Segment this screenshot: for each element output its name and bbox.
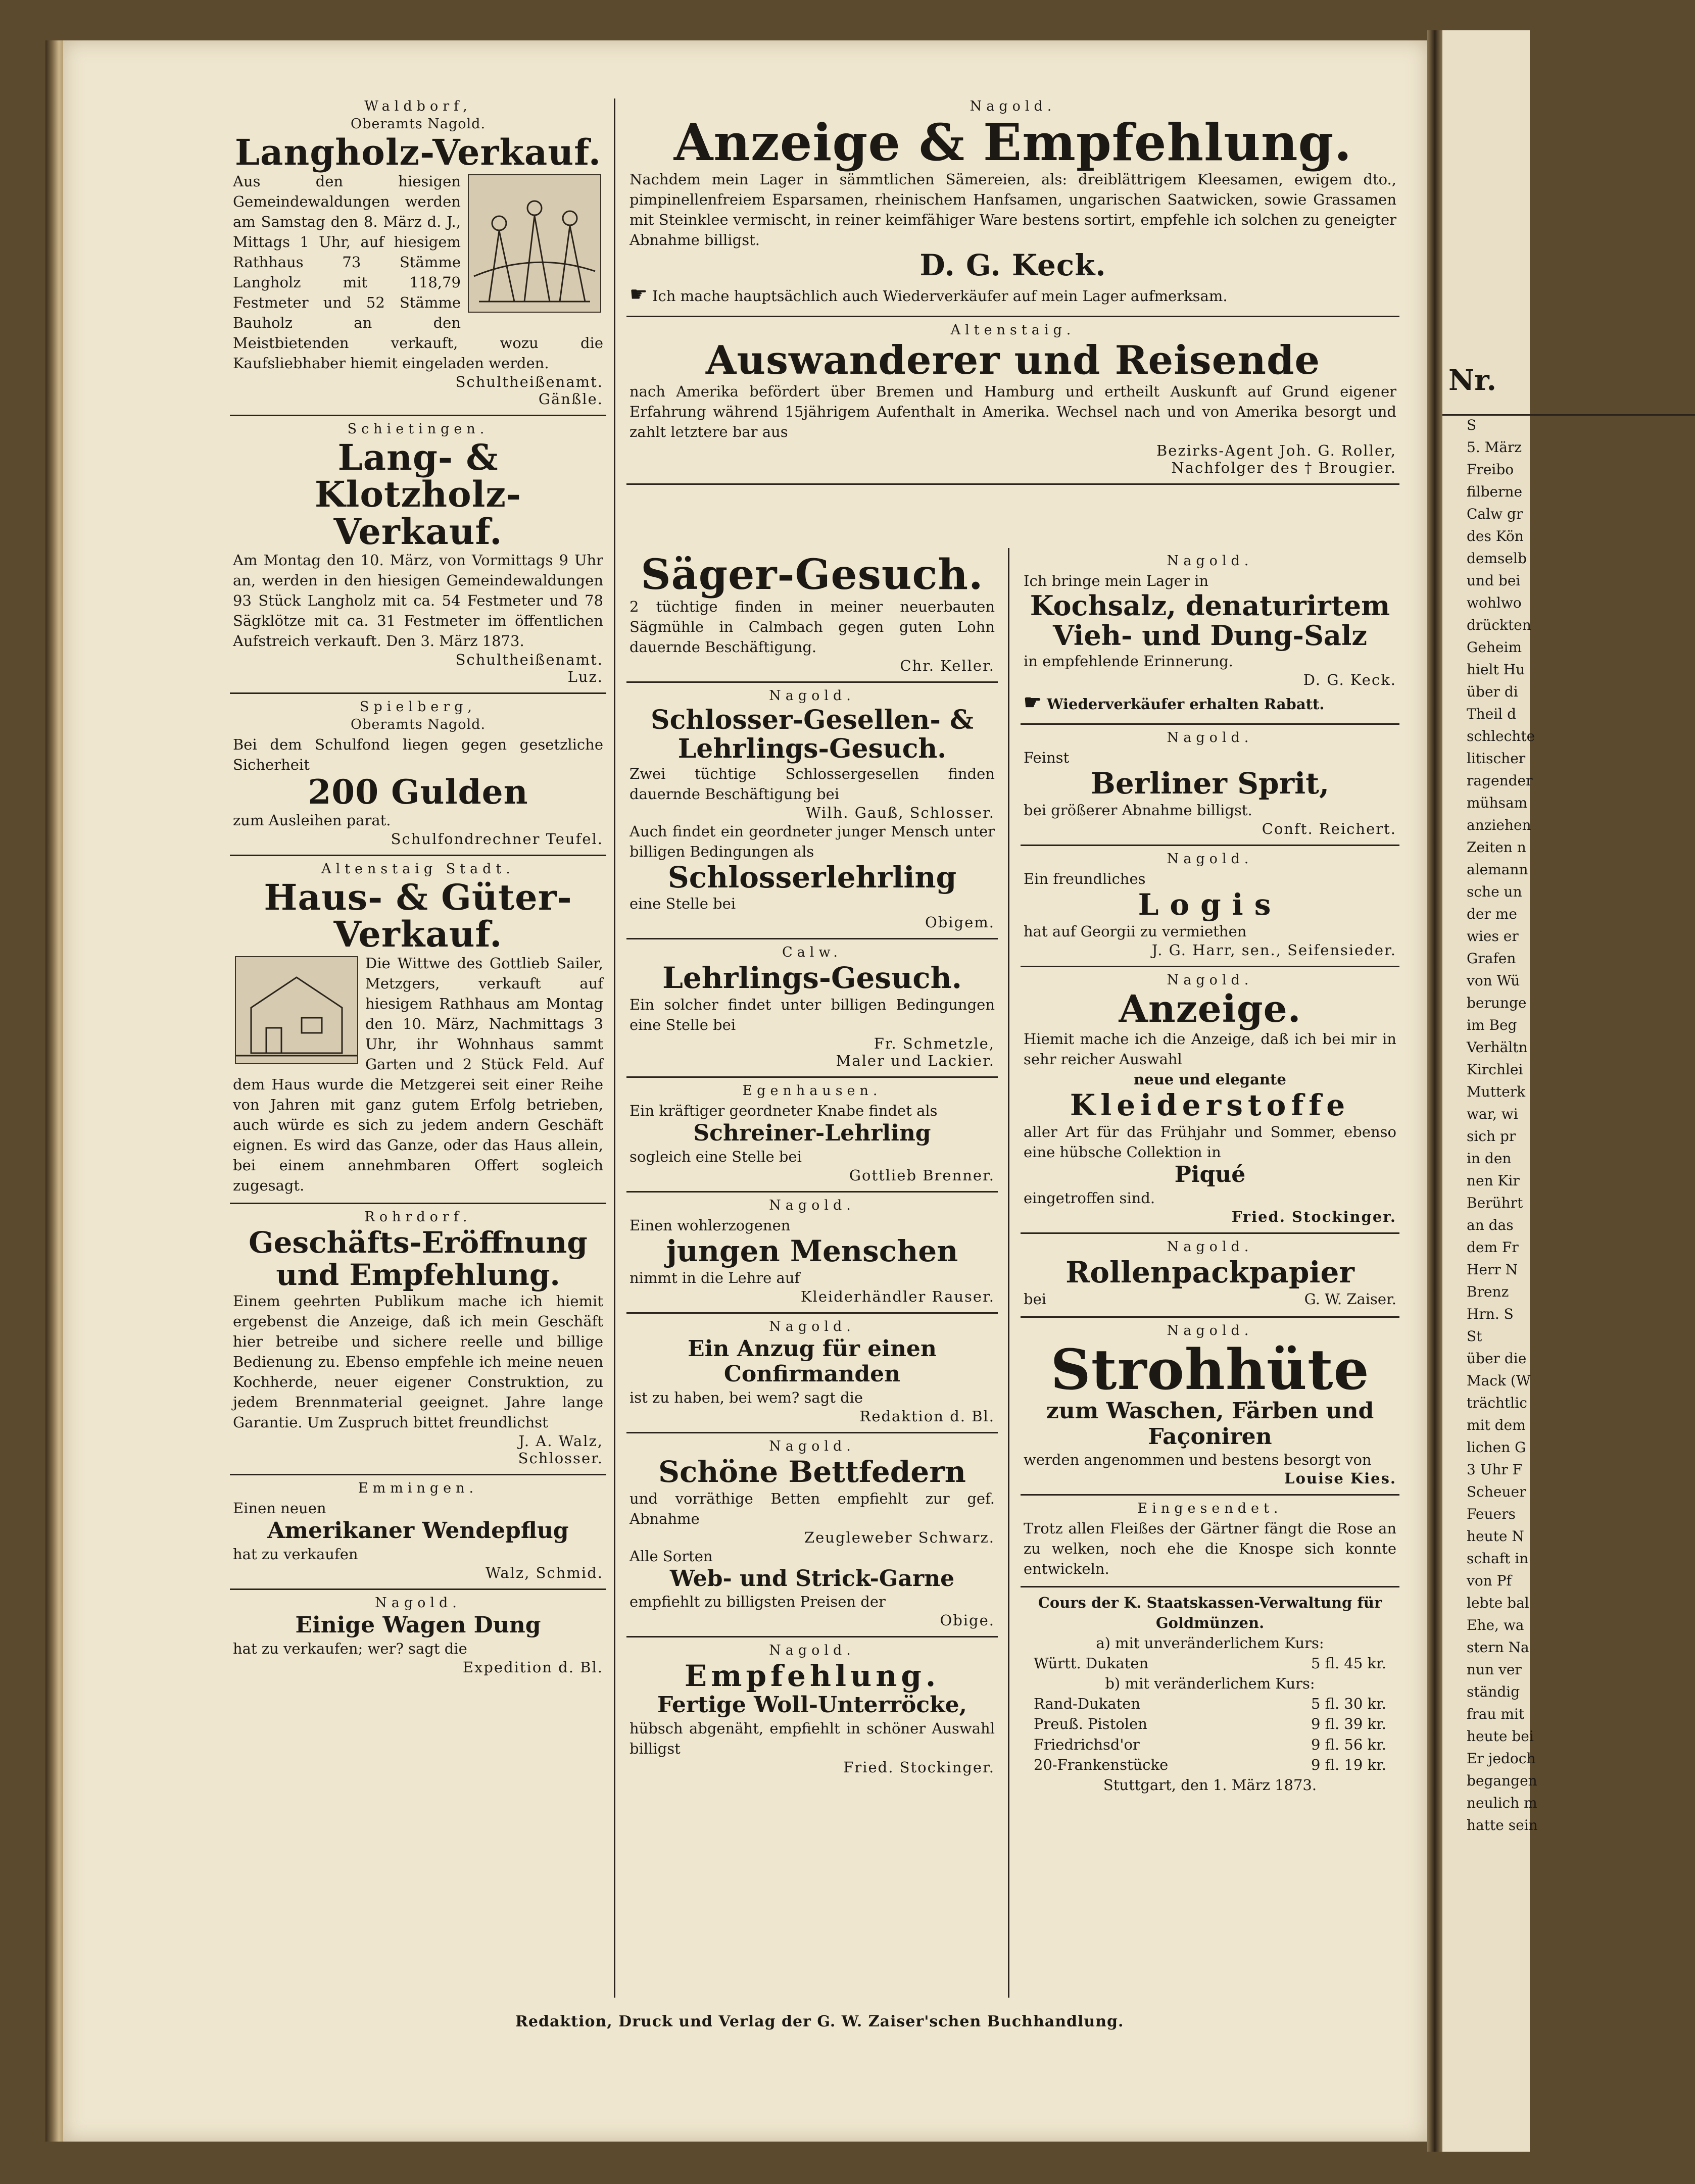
ad-note: Wiederverkäufer erhalten Rabatt. bbox=[1046, 695, 1325, 713]
rate-coin-name: Rand-Dukaten bbox=[1034, 1695, 1141, 1713]
ad-signature: Fr. Schmetzle, bbox=[874, 1035, 995, 1053]
next-page-text bbox=[1467, 414, 1538, 1836]
ad-body-2: eine Stelle bei bbox=[629, 895, 736, 913]
next-page-line: schaft in bbox=[1467, 1550, 1529, 1567]
ad-location: Nagold. bbox=[769, 1438, 855, 1454]
ad-signature-name: Gänßle. bbox=[538, 390, 603, 408]
ad-signature-name: Schlosser. bbox=[518, 1450, 603, 1467]
ad-signature: Bezirks-Agent Joh. G. Roller, bbox=[1156, 442, 1396, 460]
top-span bbox=[626, 93, 1399, 558]
next-page-line: litischer bbox=[1467, 750, 1526, 767]
next-page-line: ragender bbox=[1467, 772, 1533, 789]
next-page-line: hatte sein bbox=[1467, 1817, 1538, 1833]
ad-signature-2: Obige. bbox=[940, 1612, 995, 1629]
ad-title: Langholz-Verkauf. bbox=[234, 131, 602, 173]
ad-title: 200 Gulden bbox=[308, 772, 528, 812]
book-page-edges bbox=[45, 40, 66, 2142]
ad-title: Rollenpackpapier bbox=[1066, 1255, 1354, 1289]
ad-signature: Schultheißenamt. bbox=[455, 373, 603, 390]
next-page-line: St bbox=[1467, 1328, 1482, 1345]
ad-signature: Louise Kies. bbox=[1284, 1470, 1396, 1487]
ad-geschaefts-eroeffnung bbox=[230, 1204, 606, 1476]
next-page-line: trächtlic bbox=[1467, 1395, 1527, 1411]
ad-signature-name: Maler und Lackier. bbox=[836, 1052, 995, 1070]
ad-body: bei bbox=[1024, 1290, 1047, 1308]
next-page-line: wies er bbox=[1467, 928, 1519, 945]
rate-value: 5 fl. 30 kr. bbox=[1311, 1695, 1386, 1713]
next-page-line: mit dem bbox=[1467, 1417, 1526, 1433]
rates-title: Cours der K. Staatskassen-Verwaltung für Goldmünzen. bbox=[1038, 1594, 1382, 1632]
rates-variable-heading: b) mit veränderlichem Kurs: bbox=[1105, 1675, 1315, 1693]
next-page-line: Berührt bbox=[1467, 1195, 1523, 1211]
next-page-line: Mutterk bbox=[1467, 1083, 1526, 1100]
rate-row bbox=[1024, 1653, 1396, 1673]
ad-location: Nagold. bbox=[1167, 1322, 1253, 1338]
woodcut-house-image bbox=[235, 956, 358, 1064]
next-page-line: der me bbox=[1467, 906, 1517, 922]
ad-title: Empfehlung. bbox=[684, 1659, 940, 1694]
ad-location: Schietingen. bbox=[347, 421, 489, 437]
ad-woll-unterroecke bbox=[626, 1637, 998, 1782]
ad-eingesendet bbox=[1021, 1496, 1399, 1587]
next-page-line: hielt Hu bbox=[1467, 661, 1525, 678]
ad-title: Ein Anzug für einen Confirmanden bbox=[688, 1335, 937, 1387]
ad-haus-gueter-verkauf bbox=[230, 856, 606, 1204]
ad-body-2: aller Art für das Frühjahr und Sommer, ebenso eine hübsche Collektion in bbox=[1024, 1123, 1396, 1161]
ad-note: Ich mache hauptsächlich auch Wiederverkäufer auf mein Lager aufmerksam. bbox=[652, 287, 1228, 305]
rate-value: 5 fl. 45 kr. bbox=[1311, 1655, 1386, 1672]
ad-location: Nagold. bbox=[769, 688, 855, 704]
next-page-line: Hrn. S bbox=[1467, 1306, 1514, 1322]
next-page-line: heute bei bbox=[1467, 1728, 1534, 1745]
column-right bbox=[1021, 548, 1399, 2003]
ad-title: Einige Wagen Dung bbox=[295, 1612, 541, 1639]
ad-body: nimmt in die Lehre auf bbox=[629, 1269, 800, 1286]
ad-note-row bbox=[629, 281, 1396, 309]
ad-location: Nagold. bbox=[769, 1197, 855, 1213]
pointing-hand-icon: ☛ bbox=[629, 282, 648, 306]
ad-body: Ein solcher findet unter billigen Bedingungen eine Stelle bei bbox=[629, 996, 995, 1034]
ad-title: Anzeige & Empfehlung. bbox=[673, 113, 1352, 172]
ad-intro: Ein kräftiger geordneter Knabe findet als bbox=[629, 1102, 938, 1120]
ad-body: werden angenommen und bestens besorgt von bbox=[1024, 1451, 1372, 1469]
rate-coin-name: Württ. Dukaten bbox=[1034, 1655, 1149, 1672]
ad-body-3: eingetroffen sind. bbox=[1024, 1189, 1155, 1207]
ad-schreiner-lehrling bbox=[626, 1078, 998, 1193]
column-rule bbox=[1008, 548, 1009, 1998]
next-page-line: lichen G bbox=[1467, 1439, 1526, 1456]
rate-value: 9 fl. 19 kr. bbox=[1311, 1756, 1386, 1773]
rate-row bbox=[1024, 1734, 1396, 1755]
ad-body-row bbox=[1024, 1289, 1396, 1309]
ad-signature-name: Nachfolger des † Brougier. bbox=[1171, 459, 1396, 477]
ad-location: Nagold. bbox=[375, 1595, 461, 1611]
ad-title: Anzeige. bbox=[1119, 987, 1301, 1031]
ad-jungen-menschen bbox=[626, 1193, 998, 1314]
next-page-line: frau mit bbox=[1467, 1706, 1525, 1722]
ad-intro: Ich bringe mein Lager in bbox=[1024, 572, 1209, 589]
ad-body: und vorräthige Betten empfiehlt zur gef. Abnahme bbox=[629, 1490, 995, 1527]
ad-body: hat zu verkaufen bbox=[233, 1546, 358, 1563]
ad-intro: Auch findet ein geordneter junger Mensch unter billigen Bedingungen als bbox=[629, 822, 995, 860]
ad-title: Kochsalz, denaturirtem Vieh- und Dung-Salz bbox=[1030, 589, 1390, 652]
ad-bettfedern bbox=[626, 1433, 998, 1637]
next-page-line: alemann bbox=[1467, 861, 1528, 878]
next-page-line: begangen bbox=[1467, 1772, 1537, 1789]
ad-langholz-verkauf bbox=[230, 93, 606, 416]
ad-signature: Expedition d. Bl. bbox=[462, 1658, 603, 1676]
ad-subtitle: neue und elegante bbox=[1134, 1071, 1286, 1088]
ad-title-3: Piqué bbox=[1174, 1162, 1246, 1188]
ad-body: Einem geehrten Publikum mache ich hiemit ergebenst die Anzeige, daß ich mein Geschäft hier betreibe und sichere reelle und billige Bedienung zu. Ebenso empfehle ich meine neuen Kochherde, neuer eigener Construktion, zu jedem Brennmaterial geeignet. Jahre lange Garantie. Um Zuspruch bittet freundlichst bbox=[233, 1293, 603, 1431]
ad-note-row bbox=[1024, 688, 1396, 716]
ad-body: Aus den hiesigen Gemeindewaldungen werden am Samstag den 8. März d. J., Mittags 1 Uhr, auf hiesigem Rathhaus 73 Stämme Langholz mit 118,79 Festmeter und 52 Stämme Bauholz an den Meistbietenden verkauft, wozu die Kaufsliebhaber hiemit eingeladen werden. bbox=[233, 172, 603, 372]
ad-location: Nagold. bbox=[1167, 1238, 1253, 1255]
ad-title: Amerikaner Wendepflug bbox=[267, 1518, 569, 1544]
ad-signature: Kleiderhändler Rauser. bbox=[800, 1287, 995, 1305]
ad-title-2: zum Waschen, Färben und Façoniren bbox=[1046, 1398, 1374, 1450]
ad-title: Haus- & Güter-Verkauf. bbox=[264, 876, 572, 956]
next-page-line: über die bbox=[1467, 1350, 1527, 1367]
ad-location: Altenstaig Stadt. bbox=[321, 861, 515, 877]
ad-title-2: Kleiderstoffe bbox=[1070, 1088, 1350, 1123]
next-page-edge bbox=[1442, 30, 1538, 2152]
ad-body: bei größerer Abnahme billigst. bbox=[1024, 801, 1252, 819]
ad-schlosser-gesuch bbox=[626, 683, 998, 939]
next-page-line: Zeiten n bbox=[1467, 839, 1526, 856]
ad-rollenpackpapier bbox=[1021, 1234, 1399, 1318]
next-page-line: von Wü bbox=[1467, 972, 1520, 989]
ad-title: jungen Menschen bbox=[666, 1233, 958, 1268]
ad-body: Zwei tüchtige Schlossergesellen finden dauernde Beschäftigung bei bbox=[629, 765, 995, 803]
ad-signature: Fried. Stockinger. bbox=[1231, 1208, 1396, 1225]
next-page-line: Theil d bbox=[1467, 706, 1517, 722]
next-page-line: 3 Uhr F bbox=[1467, 1461, 1523, 1478]
ad-signature: Zeugleweber Schwarz. bbox=[804, 1528, 995, 1546]
next-page-line: im Beg bbox=[1467, 1017, 1517, 1033]
next-page-line: 5. März bbox=[1467, 439, 1522, 456]
next-page-line: stern Na bbox=[1467, 1639, 1529, 1656]
next-page-line: nun ver bbox=[1467, 1661, 1522, 1678]
ad-location: Eingesendet. bbox=[1137, 1501, 1283, 1517]
ad-location: Nagold. bbox=[1167, 851, 1253, 867]
ad-signature-2: Obigem. bbox=[925, 914, 995, 931]
ad-signature: Schultheißenamt. bbox=[455, 651, 603, 669]
column-rule bbox=[614, 98, 615, 1998]
imprint-footer: Redaktion, Druck und Verlag der G. W. Zaiser'schen Buchhandlung. bbox=[515, 2013, 1124, 2030]
next-page-line: und bei bbox=[1467, 572, 1521, 589]
next-page-line: schlechte bbox=[1467, 728, 1535, 744]
next-page-line: lebte bal bbox=[1467, 1595, 1529, 1611]
ad-location: Nagold. bbox=[1167, 553, 1253, 569]
ad-title-2: Fertige Woll-Unterröcke, bbox=[657, 1692, 967, 1718]
ad-body: hübsch abgenäht, empfiehlt in schöner Auswahl billigst bbox=[629, 1719, 995, 1757]
ad-location: Egenhausen. bbox=[742, 1083, 882, 1099]
next-page-line: anziehen bbox=[1467, 817, 1531, 833]
ad-location: Calw. bbox=[782, 945, 842, 961]
next-page-line: Freibo bbox=[1467, 461, 1514, 478]
ad-anzeige-empfehlung bbox=[626, 93, 1399, 317]
ad-location: Nagold. bbox=[1167, 972, 1253, 988]
ad-title-2: Schlosserlehrling bbox=[667, 860, 957, 895]
ad-title: Lang- & Klotzholz-Verkauf. bbox=[314, 436, 522, 553]
ad-signature: Walz, Schmid. bbox=[486, 1564, 603, 1582]
ad-200-gulden bbox=[230, 694, 606, 856]
ad-auswanderer bbox=[626, 317, 1399, 485]
next-page-line: Calw gr bbox=[1467, 506, 1523, 522]
ad-intro: Alle Sorten bbox=[629, 1547, 713, 1565]
rate-value: 9 fl. 39 kr. bbox=[1311, 1715, 1386, 1733]
rate-coin-name: Preuß. Pistolen bbox=[1034, 1715, 1147, 1733]
next-page-line: des Kön bbox=[1467, 528, 1524, 544]
ad-lehrlings-gesuch bbox=[626, 939, 998, 1078]
column-middle bbox=[626, 548, 998, 2003]
ad-body: hat zu verkaufen; wer? sagt die bbox=[233, 1640, 467, 1657]
next-page-line: berunge bbox=[1467, 995, 1527, 1011]
book-gutter bbox=[1427, 30, 1442, 2152]
ad-berliner-sprit bbox=[1021, 725, 1399, 846]
ad-location: Rohrdorf. bbox=[364, 1209, 472, 1225]
rate-value: 9 fl. 56 kr. bbox=[1311, 1735, 1386, 1753]
ad-intro: Feinst bbox=[1024, 749, 1070, 766]
rates-fixed-heading: a) mit unveränderlichem Kurs: bbox=[1096, 1634, 1324, 1652]
rate-coin-name: Friedrichsd'or bbox=[1034, 1735, 1140, 1753]
ad-body: ist zu haben, bei wem? sagt die bbox=[629, 1388, 863, 1406]
next-page-line: nen Kir bbox=[1467, 1172, 1520, 1189]
ad-signature: G. W. Zaiser. bbox=[1304, 1290, 1396, 1308]
ad-title: Schreiner-Lehrling bbox=[693, 1120, 931, 1147]
ad-intro: Ein freundliches bbox=[1024, 870, 1146, 887]
ad-klotzholz-verkauf bbox=[230, 416, 606, 694]
ad-location: Nagold. bbox=[970, 98, 1056, 114]
ad-title: Schlosser-Gesellen- & Lehrlings-Gesuch. bbox=[651, 705, 974, 765]
column-left bbox=[230, 93, 606, 2003]
ad-kochsalz bbox=[1021, 548, 1399, 725]
ad-body: Nachdem mein Lager in sämmtlichen Sämereien, als: dreiblättrigem Kleesamen, ewigem dto., pimpinellenfreiem Esparsamen, rheinischem Hanfsamen, ungarischen Saatwicken, sowie Grassamen mit Steinklee vermischt, in reiner keimfähiger Ware bestens sortirt, empfehle ich solchen zu geneigter Abnahme billigst. bbox=[629, 171, 1396, 249]
ad-location: Emmingen. bbox=[358, 1480, 478, 1497]
ad-signature-name: Luz. bbox=[567, 668, 603, 686]
rates-variable-list bbox=[1024, 1694, 1396, 1774]
ad-location: Waldborf, bbox=[364, 98, 472, 114]
ad-location: Altenstaig. bbox=[950, 322, 1076, 338]
next-page-line: heute N bbox=[1467, 1528, 1524, 1545]
ad-location-sub: Oberamts Nagold. bbox=[350, 717, 486, 733]
next-page-line: Brenz bbox=[1467, 1283, 1509, 1300]
ad-signature: Gottlieb Brenner. bbox=[849, 1166, 995, 1184]
ad-title: Strohhüte bbox=[1050, 1336, 1370, 1402]
next-page-line: Grafen bbox=[1467, 950, 1516, 967]
next-page-line: ständig bbox=[1467, 1683, 1520, 1700]
next-page-line: wohlwo bbox=[1467, 594, 1522, 611]
ad-signature: D. G. Keck. bbox=[919, 248, 1106, 283]
next-page-line: von Pf bbox=[1467, 1572, 1512, 1589]
ad-body: Hiemit mache ich die Anzeige, daß ich bei mir in sehr reicher Auswahl bbox=[1024, 1030, 1396, 1068]
rates-fixed-list bbox=[1024, 1653, 1396, 1673]
ad-title: Lehrlings-Gesuch. bbox=[662, 961, 962, 996]
ad-title: Geschäfts-Eröffnung und Empfehlung. bbox=[249, 1225, 588, 1292]
ad-location: Nagold. bbox=[769, 1318, 855, 1334]
ad-confirmanden-anzug bbox=[626, 1314, 998, 1433]
next-page-line: mühsam bbox=[1467, 795, 1528, 811]
ad-signature: Schulfondrechner Teufel. bbox=[391, 830, 603, 848]
next-page-line: sche un bbox=[1467, 883, 1522, 900]
next-page-line: Ehe, wa bbox=[1467, 1617, 1524, 1633]
rate-row bbox=[1024, 1755, 1396, 1775]
next-page-line: Kirchlei bbox=[1467, 1061, 1523, 1078]
ad-title: Berliner Sprit, bbox=[1090, 766, 1330, 801]
ad-location-sub: Oberamts Nagold. bbox=[350, 116, 486, 132]
ad-signature: Fried. Stockinger. bbox=[843, 1758, 995, 1776]
next-page-line: Geheim bbox=[1467, 639, 1522, 656]
ad-body: nach Amerika befördert über Bremen und Hamburg und ertheilt Auskunft auf Grund eigener Erfahrung während 15jährigem Aufenthalt in Amerika. Wechsel nach und von Amerika besorgt und zahlt letztere bar aus bbox=[629, 383, 1396, 441]
rate-row bbox=[1024, 1714, 1396, 1734]
ad-body: Die Wittwe des Gottlieb Sailer, Metzgers, verkauft auf hiesigem Rathhaus am Montag den 10. März, Nachmittags 3 Uhr, ihr Wohnhaus sammt Garten und 2 Stück Feld. Auf dem Haus wurde die Metzgerei seit einer Reihe von Jahren mit ganz gutem Erfolg betrieben, auch würde es sich zu jedem andern Geschäft eignen. Es wird das Ganze, oder das Haus allein, bei einem annehmbaren Offert sogleich zugesagt. bbox=[233, 954, 603, 1194]
next-page-line: Feuers bbox=[1467, 1506, 1516, 1522]
gold-coin-rates bbox=[1021, 1587, 1399, 1802]
next-page-line: sich pr bbox=[1467, 1128, 1516, 1145]
next-page-line: neulich m bbox=[1467, 1795, 1537, 1811]
next-page-line: an das bbox=[1467, 1217, 1514, 1233]
ad-body: Am Montag den 10. März, von Vormittags 9 Uhr an, werden in den hiesigen Gemeindewaldungen 93 Stück Langholz mit ca. 54 Festmeter und 78 Sägklötze mit ca. 31 Festmeter im öffentlichen Aufstreich verkauft. Den 3. März 1873. bbox=[233, 552, 603, 650]
next-page-line: über di bbox=[1467, 683, 1518, 700]
ad-title: Auswanderer und Reisende bbox=[705, 337, 1321, 384]
ad-intro: Einen wohlerzogenen bbox=[629, 1216, 791, 1234]
woodcut-woodcutters-image bbox=[468, 174, 601, 313]
next-page-line: Er jedoch bbox=[1467, 1750, 1536, 1767]
ad-intro: Bei dem Schulfond liegen gegen gesetzliche Sicherheit bbox=[233, 736, 603, 774]
ad-body: hat auf Georgii zu vermiethen bbox=[1024, 922, 1247, 940]
ad-body-2: empfiehlt zu billigsten Preisen der bbox=[629, 1593, 886, 1611]
ad-strohhuete bbox=[1021, 1318, 1399, 1496]
ad-signature: J. G. Harr, sen., Seifensieder. bbox=[1151, 941, 1396, 959]
next-page-line: S bbox=[1467, 417, 1477, 433]
ad-location: Nagold. bbox=[769, 1643, 855, 1659]
ad-location: Spielberg, bbox=[359, 699, 477, 715]
ad-signature: Conft. Reichert. bbox=[1262, 820, 1396, 837]
next-page-line: dem Fr bbox=[1467, 1239, 1519, 1256]
next-page-line: filberne bbox=[1467, 483, 1523, 500]
ad-body: Trotz allen Fleißes der Gärtner fängt die Rose an zu welken, noch ehe die Knospe sich konnte entwickeln. bbox=[1024, 1520, 1396, 1578]
ad-title: Logis bbox=[1138, 887, 1282, 922]
next-page-line: drückten bbox=[1467, 617, 1531, 633]
ad-body: 2 tüchtige finden in meiner neuerbauten Sägmühle in Calmbach gegen guten Lohn dauernde Beschäftigung. bbox=[629, 598, 995, 656]
ad-signature: Chr. Keller. bbox=[900, 657, 995, 675]
next-page-line: demselb bbox=[1467, 550, 1527, 567]
ad-signature: J. A. Walz, bbox=[518, 1432, 603, 1450]
rate-coin-name: 20-Frankenstücke bbox=[1034, 1756, 1169, 1773]
rates-date: Stuttgart, den 1. März 1873. bbox=[1103, 1776, 1317, 1794]
ad-title-2: Web- und Strick-Garne bbox=[669, 1565, 955, 1592]
next-page-line: in den bbox=[1467, 1150, 1512, 1167]
next-page-line: Herr N bbox=[1467, 1261, 1518, 1278]
ad-wendepflug bbox=[230, 1475, 606, 1590]
next-page-line: Verhältn bbox=[1467, 1039, 1528, 1056]
ad-signature: Wilh. Gauß, Schlosser. bbox=[805, 804, 995, 821]
ad-title: Schöne Bettfedern bbox=[658, 1454, 966, 1489]
ad-intro: Einen neuen bbox=[233, 1500, 326, 1517]
ad-signature: Redaktion d. Bl. bbox=[859, 1407, 995, 1425]
pointing-hand-icon: ☛ bbox=[1024, 690, 1042, 714]
next-page-line: war, wi bbox=[1467, 1106, 1518, 1122]
next-page-line: Scheuer bbox=[1467, 1483, 1526, 1500]
ad-body: zum Ausleihen parat. bbox=[233, 811, 391, 829]
ad-saeger-gesuch bbox=[626, 548, 998, 683]
next-page-line: Mack (W bbox=[1467, 1372, 1531, 1389]
ad-kleiderstoffe bbox=[1021, 967, 1399, 1234]
next-page-heading: Nr. bbox=[1448, 364, 1497, 397]
ad-body: in empfehlende Erinnerung. bbox=[1024, 652, 1233, 670]
ad-location: Nagold. bbox=[1167, 730, 1253, 746]
ad-logis bbox=[1021, 846, 1399, 967]
ad-title: Säger-Gesuch. bbox=[641, 551, 984, 599]
ad-body: sogleich eine Stelle bei bbox=[629, 1148, 802, 1165]
ad-signature: D. G. Keck. bbox=[1303, 671, 1396, 688]
rate-row bbox=[1024, 1694, 1396, 1714]
ad-wagen-dung bbox=[230, 1590, 606, 1683]
